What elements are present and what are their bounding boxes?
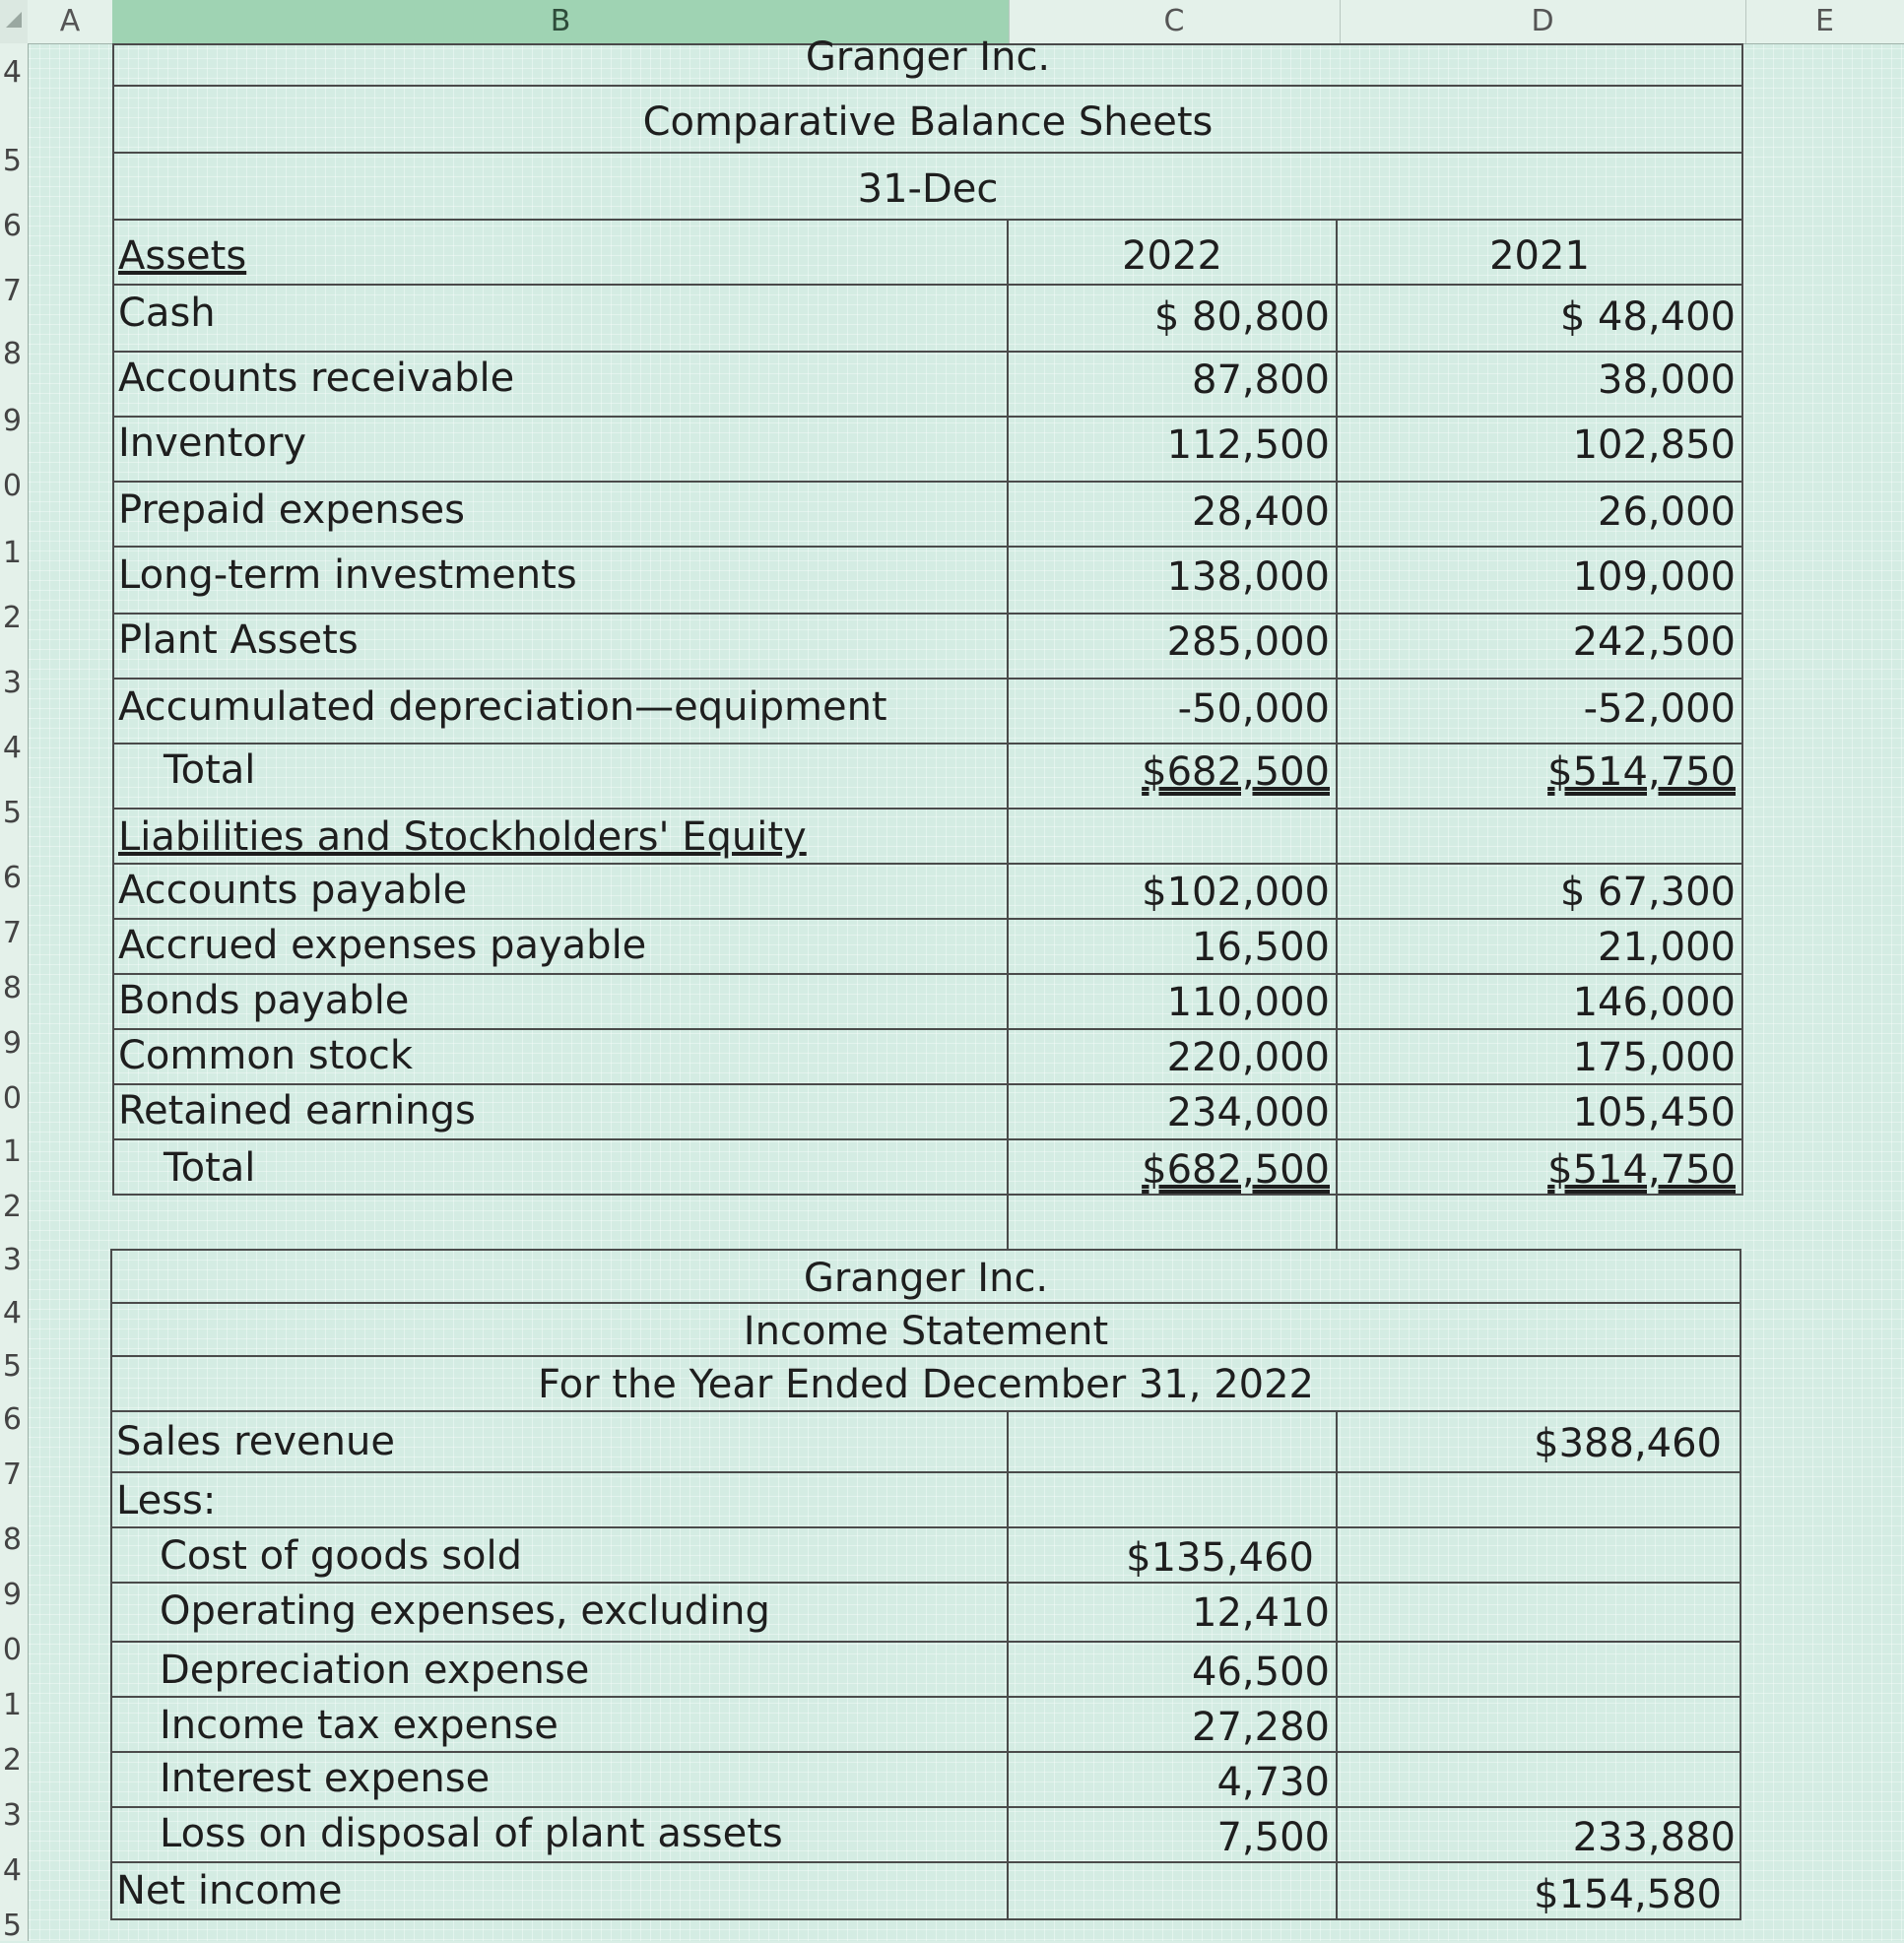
- select-all-icon: [6, 12, 22, 28]
- asset-value-2022: $ 80,800: [1153, 294, 1330, 340]
- row-number[interactable]: 7: [2, 1457, 22, 1492]
- row-number[interactable]: 8: [2, 337, 22, 371]
- row-number[interactable]: 5: [2, 1349, 22, 1384]
- assets-total-label: Total: [164, 747, 256, 793]
- row-number[interactable]: 6: [2, 861, 22, 895]
- row-number[interactable]: 9: [2, 404, 22, 438]
- liability-value-2021: 146,000: [1572, 980, 1736, 1025]
- asset-label: Accounts receivable: [118, 356, 515, 401]
- column-header-e[interactable]: E: [1815, 4, 1834, 38]
- year-2022-header: 2022: [1122, 233, 1222, 279]
- sales-revenue-value: $388,460: [1534, 1421, 1722, 1466]
- column-header-a[interactable]: A: [28, 0, 113, 43]
- asset-value-2021: 102,850: [1572, 422, 1736, 468]
- row-number[interactable]: 4: [2, 1853, 22, 1888]
- is-period: For the Year Ended December 31, 2022: [538, 1362, 1314, 1407]
- row-number[interactable]: 6: [2, 1402, 22, 1437]
- liabilities-total-2022: $682,500: [1142, 1147, 1330, 1193]
- row-number[interactable]: 5: [2, 1909, 22, 1943]
- asset-value-2022: -50,000: [1177, 686, 1330, 732]
- asset-label: Prepaid expenses: [118, 487, 465, 533]
- column-header-c[interactable]: C: [1009, 0, 1341, 43]
- year-2021-header: 2021: [1489, 233, 1590, 279]
- asset-label: Accumulated depreciation—equipment: [118, 684, 887, 730]
- liability-label: Bonds payable: [118, 978, 410, 1023]
- row-header-bar: [0, 43, 29, 1941]
- row-number[interactable]: 4: [2, 55, 22, 90]
- liability-value-2022: 220,000: [1166, 1035, 1330, 1080]
- row-number[interactable]: 5: [2, 796, 22, 830]
- asset-label: Plant Assets: [118, 617, 359, 663]
- row-number[interactable]: 9: [2, 1026, 22, 1061]
- row-number[interactable]: 0: [2, 1633, 22, 1667]
- asset-value-2021: 242,500: [1572, 619, 1736, 665]
- expense-value: 46,500: [1192, 1650, 1330, 1695]
- row-number[interactable]: 3: [2, 1798, 22, 1833]
- asset-value-2021: 26,000: [1598, 489, 1736, 535]
- liability-value-2022: 110,000: [1166, 980, 1330, 1025]
- expense-label: Cost of goods sold: [160, 1533, 523, 1579]
- column-header-b[interactable]: B: [112, 0, 1010, 43]
- asset-value-2022: 112,500: [1166, 422, 1330, 468]
- row-number[interactable]: 9: [2, 1578, 22, 1612]
- select-all-corner[interactable]: [0, 0, 28, 43]
- bs-date: 31-Dec: [857, 166, 999, 212]
- net-income-value: $154,580: [1534, 1872, 1722, 1917]
- asset-value-2022: 87,800: [1192, 357, 1330, 403]
- asset-value-2021: $ 48,400: [1559, 294, 1736, 340]
- liabilities-total-2021: $514,750: [1547, 1147, 1736, 1193]
- asset-value-2022: 138,000: [1166, 554, 1330, 600]
- assets-total-2021: $514,750: [1547, 749, 1736, 795]
- is-title: Income Statement: [743, 1309, 1109, 1354]
- sales-revenue-label: Sales revenue: [116, 1419, 395, 1464]
- bs-company-name: Granger Inc.: [805, 34, 1051, 80]
- expense-value: $135,460: [1126, 1535, 1314, 1581]
- liabilities-total-label: Total: [164, 1145, 256, 1191]
- row-number[interactable]: 2: [2, 601, 22, 635]
- asset-value-2021: 109,000: [1572, 554, 1736, 600]
- assets-total-2022: $682,500: [1142, 749, 1330, 795]
- liability-value-2022: 234,000: [1166, 1090, 1330, 1135]
- expense-label: Interest expense: [160, 1756, 491, 1801]
- row-number[interactable]: 5: [2, 144, 22, 178]
- liability-value-2021: 21,000: [1598, 925, 1736, 970]
- liability-label: Accrued expenses payable: [118, 923, 647, 968]
- liabilities-heading: Liabilities and Stockholders' Equity: [118, 814, 807, 860]
- expense-label: Income tax expense: [160, 1703, 558, 1748]
- row-number[interactable]: 1: [2, 1134, 22, 1169]
- row-number[interactable]: 2: [2, 1190, 22, 1224]
- row-number[interactable]: 4: [2, 731, 22, 765]
- asset-label: Long-term investments: [118, 552, 577, 598]
- expense-value: 27,280: [1192, 1705, 1330, 1750]
- bs-title: Comparative Balance Sheets: [642, 99, 1214, 145]
- asset-value-2022: 28,400: [1192, 489, 1330, 535]
- asset-value-2021: -52,000: [1583, 686, 1736, 732]
- row-number[interactable]: 3: [2, 666, 22, 700]
- row-number[interactable]: 2: [2, 1743, 22, 1778]
- row-number[interactable]: 0: [2, 1081, 22, 1116]
- liability-value-2021: 175,000: [1572, 1035, 1736, 1080]
- total-expenses-value: 233,880: [1572, 1815, 1736, 1860]
- row-number[interactable]: 1: [2, 1688, 22, 1722]
- asset-label: Inventory: [118, 421, 307, 466]
- liability-label: Common stock: [118, 1033, 414, 1078]
- liability-value-2022: 16,500: [1192, 925, 1330, 970]
- liability-label: Retained earnings: [118, 1088, 476, 1133]
- asset-value-2021: 38,000: [1598, 357, 1736, 403]
- row-number[interactable]: 7: [2, 274, 22, 308]
- row-number[interactable]: 3: [2, 1243, 22, 1277]
- row-number[interactable]: 7: [2, 916, 22, 950]
- expense-label: Depreciation expense: [160, 1648, 590, 1693]
- liability-value-2021: 105,450: [1572, 1090, 1736, 1135]
- column-header-d[interactable]: D: [1340, 0, 1746, 43]
- row-number[interactable]: 6: [2, 209, 22, 243]
- asset-label: Cash: [118, 291, 216, 336]
- expense-label: Loss on disposal of plant assets: [160, 1811, 783, 1856]
- assets-heading: Assets: [118, 233, 247, 279]
- expense-value: 4,730: [1216, 1760, 1330, 1805]
- row-number[interactable]: 4: [2, 1296, 22, 1330]
- row-number[interactable]: 0: [2, 469, 22, 503]
- net-income-label: Net income: [116, 1868, 343, 1913]
- liability-label: Accounts payable: [118, 868, 468, 913]
- expense-label: Operating expenses, excluding: [160, 1588, 770, 1634]
- row-number[interactable]: 8: [2, 971, 22, 1005]
- row-number[interactable]: 8: [2, 1522, 22, 1557]
- less-label: Less:: [116, 1478, 217, 1523]
- expense-value: 7,500: [1216, 1815, 1330, 1860]
- row-number[interactable]: 1: [2, 536, 22, 570]
- expense-value: 12,410: [1192, 1590, 1330, 1636]
- asset-value-2022: 285,000: [1166, 619, 1330, 665]
- liability-value-2022: $102,000: [1142, 870, 1330, 915]
- liability-value-2021: $ 67,300: [1559, 870, 1736, 915]
- is-company-name: Granger Inc.: [803, 1256, 1049, 1301]
